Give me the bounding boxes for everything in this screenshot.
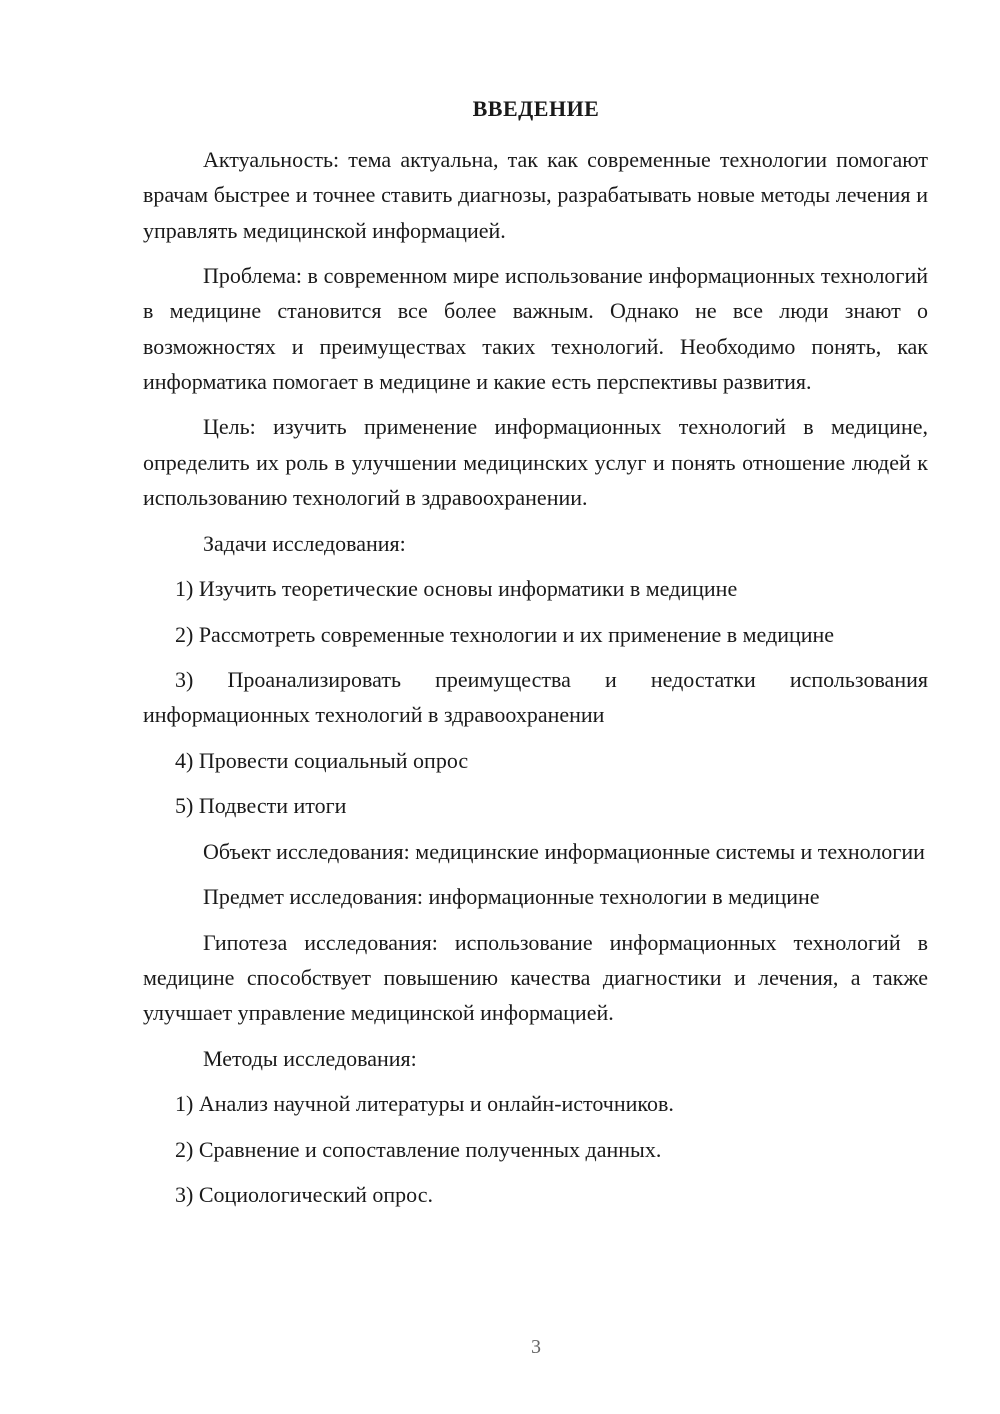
- list-item: 2) Сравнение и сопоставление полученных данных.: [175, 1136, 662, 1162]
- list-item: 3) Социологический опрос.: [175, 1182, 433, 1208]
- section-heading: ВВЕДЕНИЕ: [472, 96, 600, 121]
- list-item: 1) Анализ научной литературы и онлайн-источников.: [175, 1091, 674, 1117]
- list-item: 5) Подвести итоги: [175, 793, 347, 819]
- list-item: 2) Рассмотреть современные технологии и их применение в медицине: [175, 621, 835, 647]
- page-number: 3: [531, 1336, 541, 1358]
- list-item: 4) Провести социальный опрос: [175, 747, 469, 773]
- paragraph-relevance: Актуальность: тема актуальна, так как современные технологии помогают врачам быстрее и точнее ставить диагнозы, разрабатывать новые методы лечения и управлять медицинской информацией.: [143, 147, 928, 243]
- paragraph-object: Объект исследования: медицинские информационные системы и технологии: [203, 838, 925, 864]
- list-item: 3) Проанализировать преимущества и недостатки использования информационных технологий в здравоохранении: [143, 666, 928, 728]
- body-text: [143, 142, 928, 1223]
- paragraph-subject: Предмет исследования: информационные технологии в медицине: [203, 884, 820, 910]
- paragraph-methods-heading: Методы исследования:: [203, 1045, 417, 1071]
- paragraph-problem: Проблема: в современном мире использование информационных технологий в медицине становится все более важным. Однако не все люди знают о возможностях и преимуществах таких технологий. Необходимо понять, как информатика помогает в медицине и какие есть перспективы развития.: [143, 263, 928, 394]
- paragraph-hypothesis: Гипотеза исследования: использование информационных технологий в медицине способствует повышению качества диагностики и лечения, а также улучшает управление медицинской информацией.: [143, 929, 928, 1026]
- paragraph-tasks-heading: Задачи исследования:: [203, 530, 406, 556]
- paragraph-goal: Цель: изучить применение информационных технологий в медицине, определить их роль в улучшении медицинских услуг и понять отношение людей к использованию технологий в здравоохранении.: [143, 414, 928, 511]
- list-item: 1) Изучить теоретические основы информатики в медицине: [175, 576, 738, 602]
